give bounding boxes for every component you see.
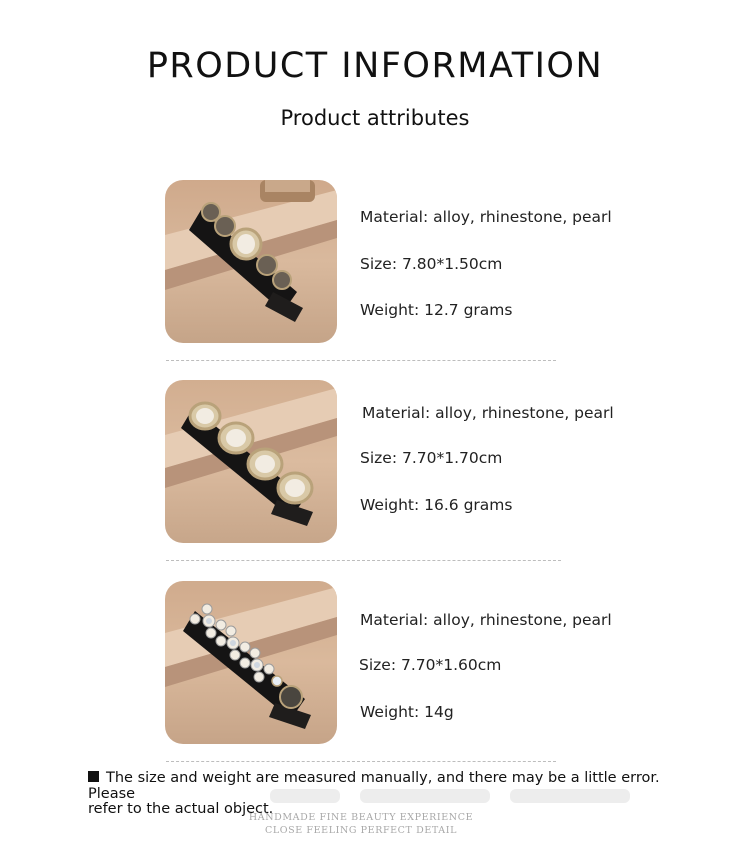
size-text-2: Size: 7.70*1.70cm	[360, 449, 503, 467]
product-photo-3	[165, 581, 337, 744]
smudge-mark	[270, 789, 340, 803]
brand-tagline-1: HANDMADE FINE BEAUTY EXPERIENCE	[248, 812, 474, 823]
section-subtitle: Product attributes	[280, 106, 470, 130]
page-title: PRODUCT INFORMATION	[146, 46, 604, 86]
weight-text-3: Weight: 14g	[360, 703, 454, 721]
material-text-2: Material: alloy, rhinestone, pearl	[362, 404, 614, 422]
section-divider-3	[166, 761, 556, 762]
product-photo-2	[165, 380, 337, 543]
section-divider-2	[166, 560, 561, 561]
weight-text-2: Weight: 16.6 grams	[360, 496, 513, 514]
material-text-3: Material: alloy, rhinestone, pearl	[360, 611, 612, 629]
size-text-1: Size: 7.80*1.50cm	[360, 255, 503, 273]
smudge-mark	[360, 789, 490, 803]
section-divider-1	[166, 360, 556, 361]
weight-text-1: Weight: 12.7 grams	[360, 301, 513, 319]
size-text-3: Size: 7.70*1.60cm	[359, 656, 502, 674]
material-text-1: Material: alloy, rhinestone, pearl	[360, 208, 612, 226]
disclaimer-line-1: The size and weight are measured manually, and there may be a little error. Please	[88, 770, 660, 802]
disclaimer-line-2: refer to the actual object.	[88, 801, 274, 817]
product-photo-1	[165, 180, 337, 343]
square-bullet-icon	[88, 771, 99, 782]
smudge-mark	[510, 789, 630, 803]
brand-tagline-2: CLOSE FEELING PERFECT DETAIL	[265, 825, 457, 836]
